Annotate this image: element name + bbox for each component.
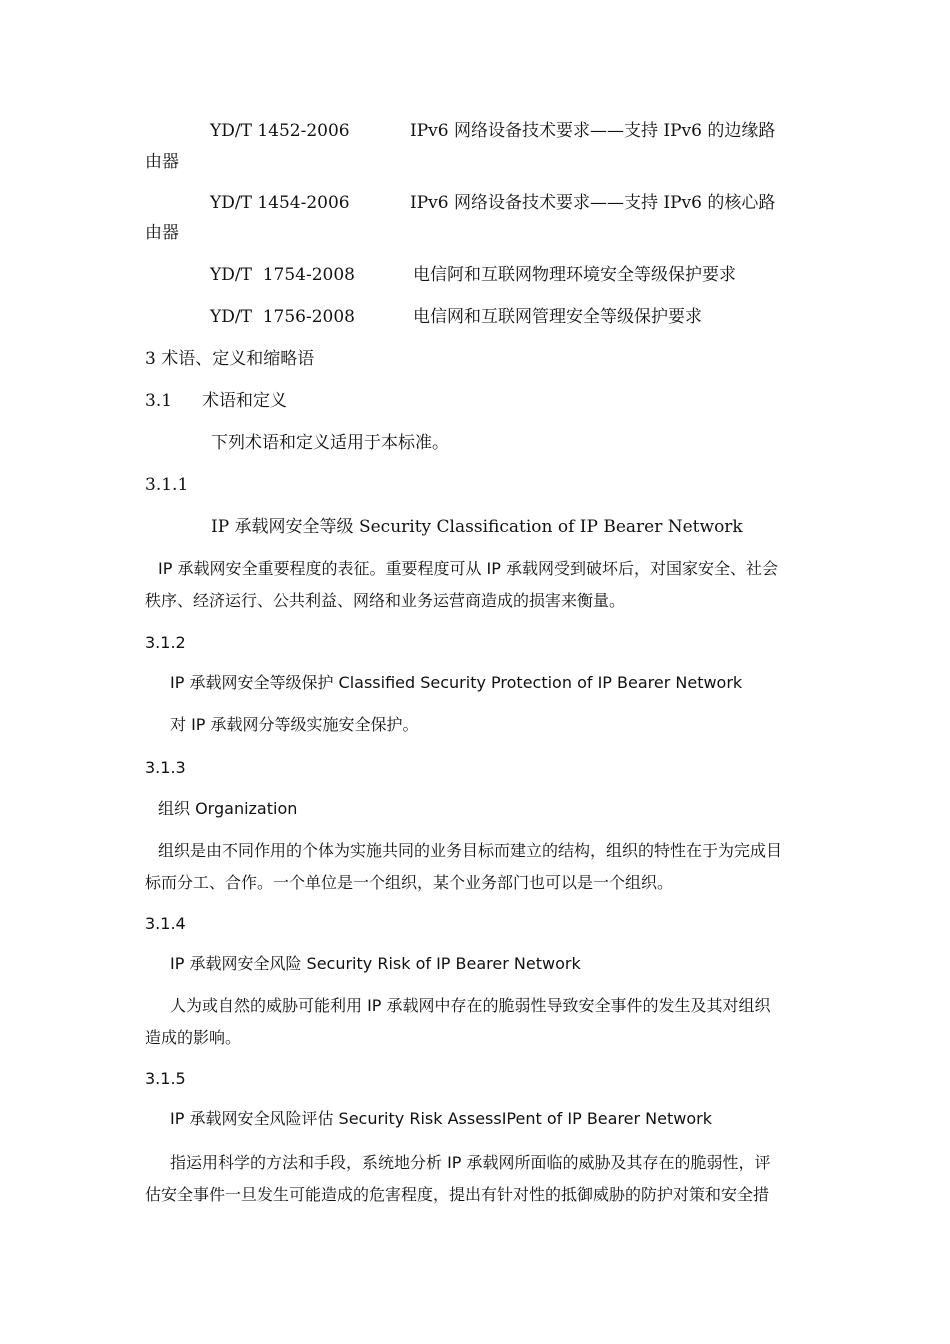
reference-code: YD/T 1454-2006 bbox=[210, 193, 350, 213]
subsection-title: 术语和定义 bbox=[202, 391, 287, 411]
term-title: IP 承载网安全风险 Security Risk of IP Bearer Network bbox=[170, 954, 581, 973]
term-definition-line: 秩序、经济运行、公共利益、网络和业务运营商造成的损害来衡量。 bbox=[145, 591, 626, 610]
intro-paragraph: 下列术语和定义适用于本标准。 bbox=[211, 433, 449, 453]
term-title: 组织 Organization bbox=[158, 799, 298, 818]
subsection-number: 3.1 bbox=[145, 391, 173, 411]
reference-code: YD/T 1756-2008 bbox=[210, 307, 355, 327]
term-number: 3.1.3 bbox=[145, 758, 186, 777]
reference-title: IPv6 网络设备技术要求——支持 IPv6 的边缘路 bbox=[410, 121, 776, 141]
term-definition-line: 对 IP 承载网分等级实施安全保护。 bbox=[170, 715, 419, 734]
term-number: 3.1.4 bbox=[145, 914, 186, 933]
section-heading: 3 术语、定义和缩略语 bbox=[145, 349, 315, 369]
term-definition-line: 估安全事件一旦发生可能造成的危害程度，提出有针对性的抵御威胁的防护对策和安全措 bbox=[145, 1185, 770, 1204]
reference-title: 电信阿和互联网物理环境安全等级保护要求 bbox=[413, 265, 736, 285]
term-number: 3.1.1 bbox=[145, 475, 189, 495]
reference-title: 电信网和互联网管理安全等级保护要求 bbox=[413, 307, 702, 327]
reference-code: YD/T 1452-2006 bbox=[210, 121, 350, 141]
term-definition-line: 指运用科学的方法和手段，系统地分析 IP 承载网所面临的威胁及其存在的脆弱性，评 bbox=[170, 1153, 771, 1172]
term-title: IP 承载网安全风险评估 Security Risk AssessIPent of IP Bearer Network bbox=[170, 1109, 712, 1128]
term-definition-line: 人为或自然的威胁可能利用 IP 承载网中存在的脆弱性导致安全事件的发生及其对组织 bbox=[170, 996, 771, 1015]
term-title: IP 承载网安全等级 Security Classification of IP Bearer Network bbox=[211, 517, 743, 537]
term-definition-line: 造成的影响。 bbox=[145, 1028, 242, 1047]
term-definition-line: IP 承载网安全重要程度的表征。重要程度可从 IP 承载网受到破坏后，对国家安全、社会 bbox=[158, 559, 778, 578]
term-number: 3.1.5 bbox=[145, 1069, 186, 1088]
reference-title-continuation: 由器 bbox=[145, 152, 179, 172]
term-number: 3.1.2 bbox=[145, 633, 186, 652]
reference-title: IPv6 网络设备技术要求——支持 IPv6 的核心路 bbox=[410, 193, 776, 213]
reference-title-continuation: 由器 bbox=[145, 223, 179, 243]
reference-code: YD/T 1754-2008 bbox=[210, 265, 355, 285]
term-title: IP 承载网安全等级保护 Classified Security Protection of IP Bearer Network bbox=[170, 673, 743, 692]
term-definition-line: 标而分工、合作。一个单位是一个组织，某个业务部门也可以是一个组织。 bbox=[145, 873, 674, 892]
term-definition-line: 组织是由不同作用的个体为实施共同的业务目标而建立的结构，组织的特性在于为完成目 bbox=[158, 841, 783, 860]
